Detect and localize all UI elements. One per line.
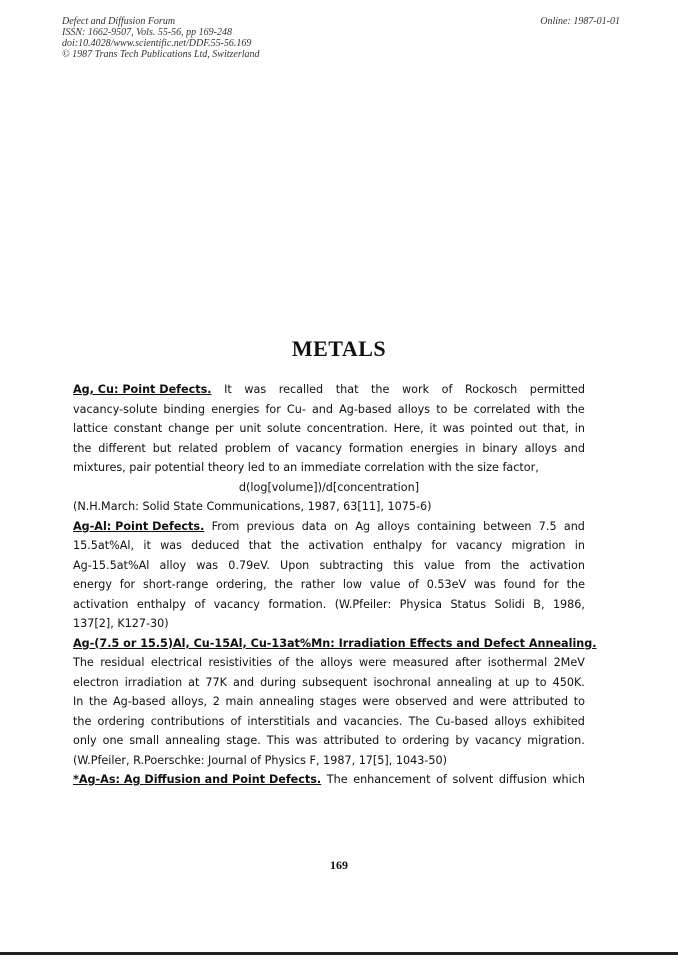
word: stages xyxy=(319,695,357,708)
word: activation xyxy=(73,597,129,611)
word: The xyxy=(408,714,430,728)
word: Here, xyxy=(393,422,424,435)
word: of xyxy=(277,441,289,455)
word: ordering, xyxy=(216,578,267,591)
word: vacancy xyxy=(213,597,260,611)
word: at xyxy=(188,675,200,689)
entry-heading: Ag-(7.5 or 15.5)Al, Cu-15Al, Cu-13at%Mn: Irradiation Effects and Defect Annealing. xyxy=(73,636,597,650)
bottom-rule xyxy=(0,952,678,955)
word: the xyxy=(566,578,585,591)
word: that xyxy=(248,539,272,552)
word: 7.5 xyxy=(538,519,557,533)
word: and xyxy=(563,441,585,455)
word: the xyxy=(295,656,314,669)
word: energy xyxy=(73,578,112,591)
word: 77K xyxy=(205,675,227,689)
word: It xyxy=(224,383,232,396)
word: from xyxy=(464,558,491,572)
entry-heading: *Ag-As: Ag Diffusion and Point Defects. xyxy=(73,773,322,786)
word: and xyxy=(311,402,334,416)
word: migration xyxy=(511,539,566,552)
word: up xyxy=(515,675,530,689)
word: correlated xyxy=(473,402,531,416)
word: of xyxy=(230,714,242,728)
word: on xyxy=(334,519,349,533)
word: out xyxy=(518,422,537,435)
word: This xyxy=(266,734,290,747)
word: binary xyxy=(482,441,518,455)
text-line xyxy=(73,673,585,693)
word: attributed xyxy=(323,734,380,747)
text-line xyxy=(73,653,585,673)
word: solvent xyxy=(452,773,494,786)
word: Ag-15.5at%Al xyxy=(73,558,150,572)
word: of xyxy=(278,656,290,669)
text-line xyxy=(73,692,585,712)
word: related xyxy=(178,441,218,455)
text-line xyxy=(73,439,585,459)
word: interstitials xyxy=(247,714,311,728)
word: activation xyxy=(529,558,585,572)
word: which xyxy=(552,773,585,786)
word: annealing xyxy=(436,675,492,689)
word: this xyxy=(393,558,414,572)
word: for xyxy=(119,578,136,591)
word: 15.5at%Al, xyxy=(73,539,135,552)
line-text: d(log[volume])/d[concentration] xyxy=(238,480,420,494)
line-text: 137[2], K127-30) xyxy=(73,617,169,630)
word: vacancy xyxy=(455,539,503,552)
word: electron xyxy=(73,675,119,689)
word: was xyxy=(196,558,219,572)
page-title: METALS xyxy=(291,336,387,361)
doi-line: doi:10.4028/www.scientific.net/DDF.55-56.169 xyxy=(62,38,252,49)
word: In xyxy=(73,695,84,708)
copyright-line: © 1987 Trans Tech Publications Ltd, Switzerland xyxy=(62,49,260,60)
word: Ag xyxy=(355,519,371,533)
word: alloys xyxy=(494,714,527,728)
text-line xyxy=(73,731,585,751)
word: concentration. xyxy=(306,422,388,435)
word: was xyxy=(160,539,182,552)
word: and xyxy=(563,519,585,533)
word: the xyxy=(371,383,390,396)
word: enhancement xyxy=(353,773,431,786)
word: alloys xyxy=(397,402,431,416)
word: subsequent xyxy=(302,675,368,689)
word: that xyxy=(335,383,359,396)
word: enthalpy xyxy=(372,539,423,552)
word: Solidi xyxy=(494,597,525,611)
word: vacancy xyxy=(295,441,342,455)
word: was xyxy=(442,422,465,435)
text-line xyxy=(73,380,585,400)
text-line xyxy=(73,556,585,576)
word: alloy xyxy=(159,558,187,572)
word: isochronal xyxy=(373,675,431,689)
word: the xyxy=(500,558,520,572)
word: binding xyxy=(163,402,206,416)
word: The xyxy=(326,773,348,786)
word: it xyxy=(143,539,151,552)
text-line xyxy=(73,770,585,790)
word: value xyxy=(369,578,401,591)
word: the xyxy=(280,539,300,552)
word: rather xyxy=(300,578,336,591)
text-line xyxy=(73,517,585,537)
word: value xyxy=(423,558,455,572)
word: to xyxy=(385,734,397,747)
word: energies xyxy=(410,441,459,455)
word: to xyxy=(573,695,585,708)
word: for xyxy=(265,402,281,416)
word: diffusion xyxy=(498,773,547,786)
word: recalled xyxy=(278,383,324,396)
word: contributions xyxy=(150,714,225,728)
word: electrical xyxy=(150,656,203,669)
word: and xyxy=(452,695,474,708)
word: Ag-based xyxy=(112,695,166,708)
text-line xyxy=(73,497,585,517)
word: in xyxy=(465,441,476,455)
word: previous xyxy=(246,519,295,533)
word: attributed xyxy=(512,695,569,708)
word: the xyxy=(274,578,293,591)
text-line xyxy=(73,614,585,634)
word: observed xyxy=(395,695,448,708)
word: to xyxy=(436,402,448,416)
word: the xyxy=(89,695,108,708)
word: only xyxy=(73,734,97,747)
word: From xyxy=(211,519,240,533)
word: different xyxy=(98,441,146,455)
word: the xyxy=(566,402,585,416)
word: pointed xyxy=(470,422,513,435)
word: Upon xyxy=(280,558,310,572)
word: after xyxy=(454,656,482,669)
word: was xyxy=(473,578,496,591)
word: Rockosch xyxy=(464,383,518,396)
word: residual xyxy=(100,656,145,669)
text-line xyxy=(73,595,585,615)
word: Ag-based xyxy=(339,402,392,416)
issn-line: ISSN: 1662-9507, Vols. 55-56, pp 169-248 xyxy=(62,27,232,38)
word: permitted xyxy=(529,383,585,396)
text-line xyxy=(73,712,585,732)
word: activation xyxy=(308,539,364,552)
text-line xyxy=(73,419,585,439)
word: data xyxy=(301,519,327,533)
journal-name: Defect and Diffusion Forum xyxy=(62,16,176,27)
word: of xyxy=(408,578,419,591)
word: for xyxy=(543,578,559,591)
word: alloys xyxy=(320,656,353,669)
word: unit xyxy=(239,422,262,435)
word: stage. xyxy=(226,734,261,747)
word: and xyxy=(233,675,255,689)
word: alloys xyxy=(524,441,558,455)
word: to xyxy=(535,675,547,689)
word: of xyxy=(436,773,447,786)
word: (W.Pfeiler: xyxy=(334,597,392,611)
word: per xyxy=(215,422,234,435)
word: change xyxy=(168,422,210,435)
word: be xyxy=(453,402,468,416)
word: at xyxy=(497,675,510,689)
page-number: 169 xyxy=(330,858,348,872)
text-line xyxy=(73,458,585,478)
word: small xyxy=(129,734,160,747)
word: energies xyxy=(211,402,260,416)
text-line xyxy=(73,634,597,654)
word: and xyxy=(316,714,338,728)
word: alloys xyxy=(377,519,410,533)
word: resistivities xyxy=(208,656,272,669)
word: during xyxy=(260,675,297,689)
word: 450K. xyxy=(552,675,585,689)
word: work xyxy=(401,383,430,396)
word: short-range xyxy=(142,578,209,591)
word: Physica xyxy=(399,597,443,611)
word: measured xyxy=(392,656,449,669)
word: low xyxy=(342,578,362,591)
text-line xyxy=(73,478,585,498)
word: containing xyxy=(417,519,476,533)
word: Cu-based xyxy=(435,714,489,728)
word: formation xyxy=(348,441,404,455)
word: was xyxy=(295,734,318,747)
line-text: (W.Pfeiler, R.Poerschke: Journal of Physics F, 1987, 17[5], 1043-50) xyxy=(73,753,447,767)
word: in xyxy=(574,539,585,552)
word: subtracting xyxy=(319,558,384,572)
word: was xyxy=(244,383,267,396)
word: were xyxy=(359,656,387,669)
line-text: (N.H.March: Solid State Communications, 1987, 63[11], 1075-6) xyxy=(73,500,432,513)
word: The xyxy=(73,656,94,669)
word: the xyxy=(73,714,92,728)
word: exhibited xyxy=(532,714,585,728)
entry-heading: Ag-Al: Point Defects. xyxy=(73,519,205,533)
word: ordering xyxy=(402,734,450,747)
word: the xyxy=(73,441,92,455)
word: that, xyxy=(542,422,569,435)
word: with xyxy=(536,402,561,416)
line-text: mixtures, pair potential theory led to an immediate correlation with the size factor, xyxy=(73,461,539,474)
word: alloys, xyxy=(171,695,208,708)
word: lattice xyxy=(73,422,108,435)
journal-header xyxy=(62,16,260,60)
word: Status xyxy=(450,597,487,611)
word: by xyxy=(455,734,470,747)
word: vacancy xyxy=(475,734,522,747)
word: one xyxy=(102,734,124,747)
word: but xyxy=(152,441,172,455)
word: for xyxy=(431,539,447,552)
word: irradiation xyxy=(124,675,183,689)
word: ordering xyxy=(97,714,145,728)
text-line xyxy=(73,575,585,595)
word: 1986, xyxy=(552,597,585,611)
word: found xyxy=(503,578,536,591)
word: isothermal xyxy=(487,656,548,669)
word: main xyxy=(225,695,254,708)
word: B, xyxy=(533,597,545,611)
word: formation. xyxy=(268,597,327,611)
word: problem xyxy=(224,441,271,455)
word: vacancies. xyxy=(343,714,403,728)
article-body xyxy=(73,380,597,790)
word: 0.79eV. xyxy=(228,558,270,572)
text-line xyxy=(73,536,585,556)
word: constant xyxy=(113,422,163,435)
word: 0.53eV xyxy=(426,578,467,591)
word: were xyxy=(362,695,390,708)
word: it xyxy=(429,422,437,435)
word: were xyxy=(479,695,507,708)
word: 2 xyxy=(212,695,220,708)
text-line xyxy=(73,751,585,771)
entry-heading: Ag, Cu: Point Defects. xyxy=(73,383,212,396)
word: deduced xyxy=(191,539,240,552)
word: Cu- xyxy=(286,402,306,416)
word: in xyxy=(574,422,585,435)
word: enthalpy xyxy=(136,597,186,611)
word: vacancy-solute xyxy=(73,402,158,416)
word: annealing xyxy=(165,734,221,747)
text-line xyxy=(73,400,585,420)
word: annealing xyxy=(259,695,315,708)
word: of xyxy=(441,383,453,396)
word: solute xyxy=(266,422,301,435)
online-date: Online: 1987-01-01 xyxy=(540,16,620,27)
word: migration. xyxy=(527,734,585,747)
word: between xyxy=(483,519,532,533)
word: 2MeV xyxy=(553,656,585,669)
word: of xyxy=(194,597,206,611)
